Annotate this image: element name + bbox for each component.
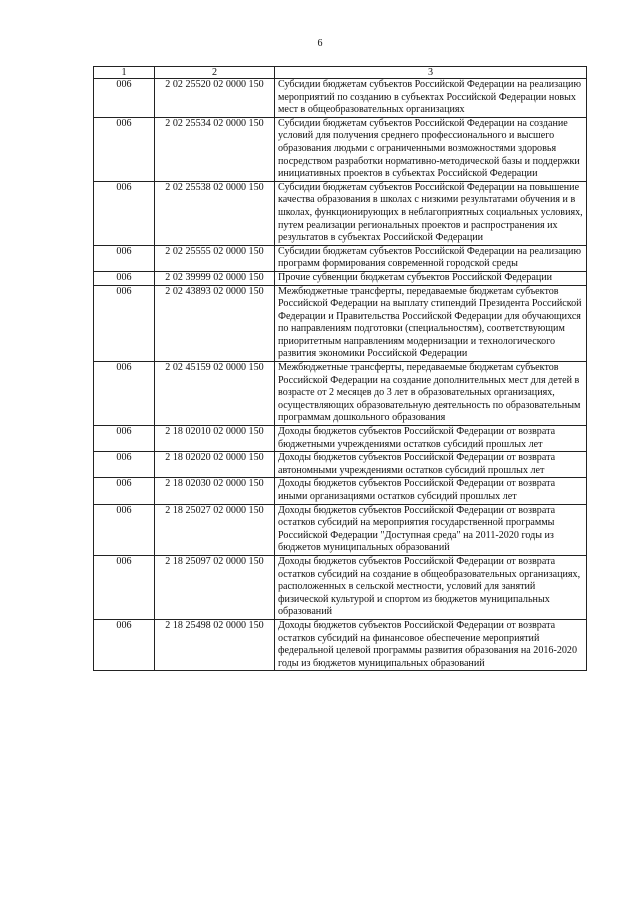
income-name-cell: Доходы бюджетов субъектов Российской Федерации от возврата остатков субсидий на финансовое обеспечение мероприятий федеральной целевой программы развития образования на 2016-2020 годы из бюджетов муниципальных образований [275, 619, 587, 670]
admin-code-cell: 006 [94, 478, 155, 504]
income-name-cell: Доходы бюджетов субъектов Российской Федерации от возврата бюджетными учреждениями остатков субсидий прошлых лет [275, 426, 587, 452]
income-code-cell: 2 18 02030 02 0000 150 [155, 478, 275, 504]
income-name-cell: Межбюджетные трансферты, передаваемые бюджетам субъектов Российской Федерации на выплату стипендий Президента Российской Федерации и Правительства Российской Федерации для обучающихся по направлениям подготовки (специальностям), соответствующим приоритетным направлениям модернизации и технологического развития экономики Российской Федерации [275, 285, 587, 362]
table-row [94, 426, 587, 452]
admin-code-cell: 006 [94, 619, 155, 670]
income-code-cell: 2 18 02020 02 0000 150 [155, 452, 275, 478]
income-code-cell: 2 02 25534 02 0000 150 [155, 117, 275, 181]
table-row [94, 478, 587, 504]
admin-code-cell: 006 [94, 452, 155, 478]
income-code-cell: 2 02 39999 02 0000 150 [155, 271, 275, 285]
income-name-cell: Субсидии бюджетам субъектов Российской Федерации на реализацию мероприятий по созданию в субъектах Российской Федерации новых мест в общеобразовательных организациях [275, 79, 587, 118]
income-name-cell: Доходы бюджетов субъектов Российской Федерации от возврата автономными учреждениями остатков субсидий прошлых лет [275, 452, 587, 478]
admin-code-cell: 006 [94, 504, 155, 555]
admin-code-cell: 006 [94, 271, 155, 285]
column-header-1: 1 [94, 67, 155, 79]
income-code-cell: 2 02 25520 02 0000 150 [155, 79, 275, 118]
table-row [94, 79, 587, 118]
column-header-3: 3 [275, 67, 587, 79]
column-header-2: 2 [155, 67, 275, 79]
table-row [94, 181, 587, 245]
admin-code-cell: 006 [94, 181, 155, 245]
income-name-cell: Субсидии бюджетам субъектов Российской Федерации на реализацию программ формирования современной городской среды [275, 245, 587, 271]
table-row [94, 117, 587, 181]
income-name-cell: Доходы бюджетов субъектов Российской Федерации от возврата остатков субсидий на мероприятия государственной программы Российской Федерации "Доступная среда" на 2011-2020 годы из бюджетов муниципальных образований [275, 504, 587, 555]
income-code-cell: 2 02 45159 02 0000 150 [155, 362, 275, 426]
table-row [94, 285, 587, 362]
header-row [94, 67, 587, 79]
admin-code-cell: 006 [94, 285, 155, 362]
income-code-cell: 2 18 25027 02 0000 150 [155, 504, 275, 555]
income-code-cell: 2 18 02010 02 0000 150 [155, 426, 275, 452]
table-row [94, 271, 587, 285]
admin-code-cell: 006 [94, 79, 155, 118]
admin-code-cell: 006 [94, 426, 155, 452]
income-code-cell: 2 18 25498 02 0000 150 [155, 619, 275, 670]
page-number: 6 [317, 38, 323, 49]
table-row [94, 245, 587, 271]
income-name-cell: Субсидии бюджетам субъектов Российской Федерации на повышение качества образования в школах с низкими результатами обучения и в школах, функционирующих в неблагоприятных социальных условиях, путем реализации региональных проектов и распространения их результатов в субъектах Российской Федерации [275, 181, 587, 245]
table-row [94, 555, 587, 619]
table-row [94, 452, 587, 478]
income-code-cell: 2 02 25555 02 0000 150 [155, 245, 275, 271]
admin-code-cell: 006 [94, 245, 155, 271]
income-name-cell: Доходы бюджетов субъектов Российской Федерации от возврата иными организациями остатков субсидий прошлых лет [275, 478, 587, 504]
income-name-cell: Доходы бюджетов субъектов Российской Федерации от возврата остатков субсидий на создание в общеобразовательных организациях, расположенных в сельской местности, условий для занятий физической культурой и спортом из бюджетов муниципальных образований [275, 555, 587, 619]
income-name-cell: Субсидии бюджетам субъектов Российской Федерации на создание условий для получения среднего профессионального и высшего образования людьми с ограниченными возможностями здоровья посредством разработки нормативно-методической базы и поддержки инициативных проектов в субъектах Российской Федерации [275, 117, 587, 181]
income-code-cell: 2 18 25097 02 0000 150 [155, 555, 275, 619]
income-code-cell: 2 02 25538 02 0000 150 [155, 181, 275, 245]
admin-code-cell: 006 [94, 117, 155, 181]
admin-code-cell: 006 [94, 555, 155, 619]
income-name-cell: Прочие субвенции бюджетам субъектов Российской Федерации [275, 271, 587, 285]
admin-code-cell: 006 [94, 362, 155, 426]
table-row [94, 362, 587, 426]
income-codes-table [93, 66, 587, 671]
income-name-cell: Межбюджетные трансферты, передаваемые бюджетам субъектов Российской Федерации на создание дополнительных мест для детей в возрасте от 2 месяцев до 3 лет в образовательных организациях, осуществляющих образовательную деятельность по образовательным программам дошкольного образования [275, 362, 587, 426]
table-row [94, 619, 587, 670]
table-row [94, 504, 587, 555]
table-header [94, 67, 587, 79]
income-code-cell: 2 02 43893 02 0000 150 [155, 285, 275, 362]
table-body [94, 79, 587, 671]
